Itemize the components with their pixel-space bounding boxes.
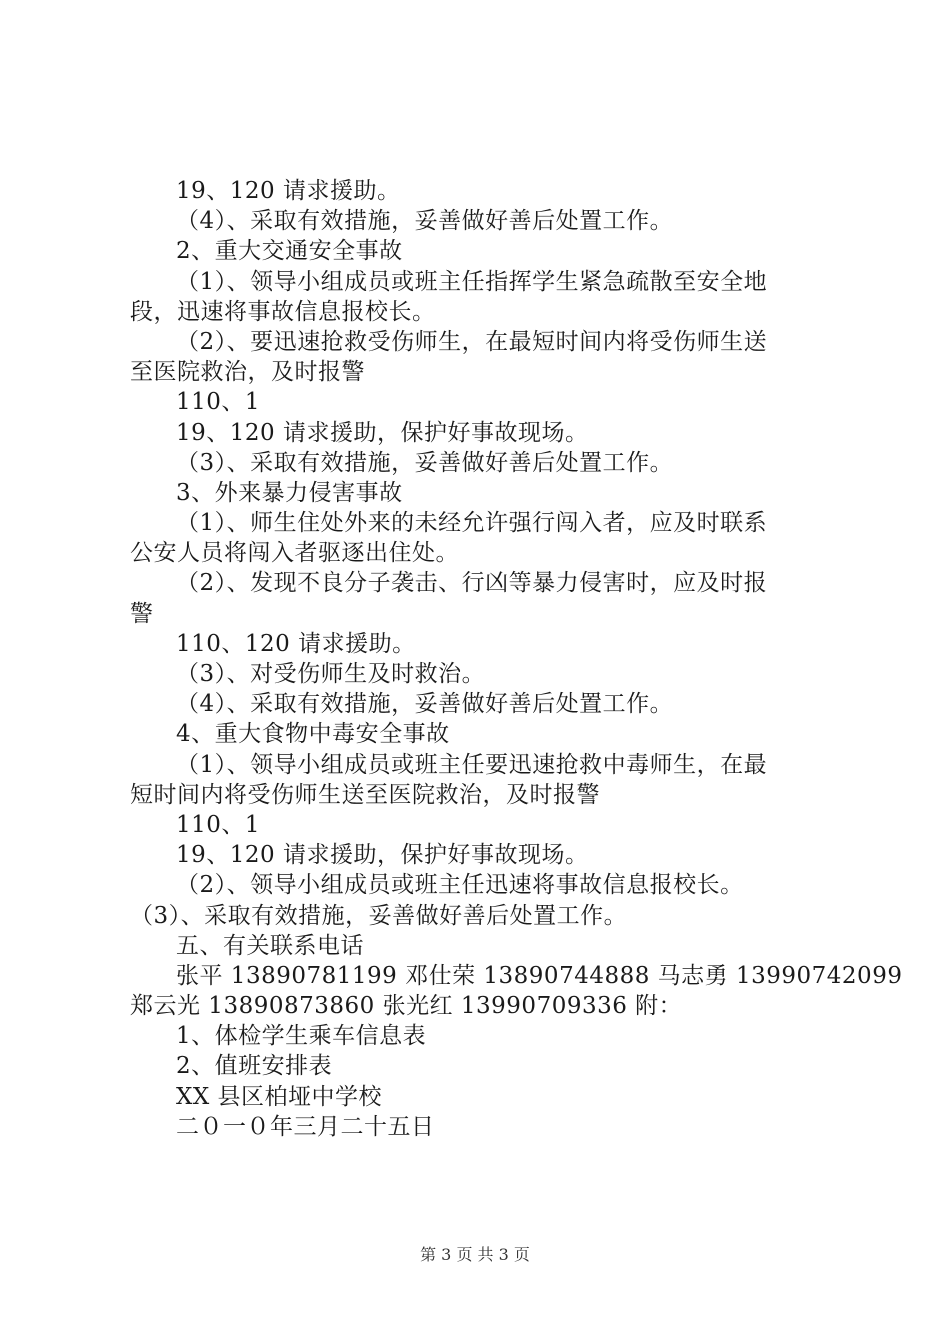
signature-date: 二０一０年三月二十五日 xyxy=(176,1113,435,1140)
text-line: （1）、领导小组成员或班主任指挥学生紧急疏散至安全地 xyxy=(176,268,768,295)
text-line: 110、120 请求援助。 xyxy=(176,630,416,657)
text-line: （1）、领导小组成员或班主任要迅速抢救中毒师生，在最 xyxy=(176,751,768,778)
contact-line: 张平 13890781199 邓仕荣 13890744888 马志勇 13990742099 xyxy=(176,962,903,989)
document-body xyxy=(130,176,903,1142)
text-line: 19、120 请求援助，保护好事故现场。 xyxy=(176,842,589,869)
text-line: （4）、采取有效措施，妥善做好善后处置工作。 xyxy=(176,691,674,718)
text-line: 110、1 xyxy=(176,389,261,416)
section-heading: 3、外来暴力侵害事故 xyxy=(176,479,403,506)
signature-org: XX 县区柏垭中学校 xyxy=(176,1083,383,1110)
text-line: （2）、发现不良分子袭击、行凶等暴力侵害时，应及时报 xyxy=(176,570,768,597)
text-line: （2）、领导小组成员或班主任迅速将事故信息报校长。 xyxy=(176,872,744,899)
text-line: 至医院救治，及时报警 xyxy=(130,359,365,386)
text-line: 19、120 请求援助，保护好事故现场。 xyxy=(176,419,589,446)
contact-line: 郑云光 13890873860 张光红 13990709336 附： xyxy=(130,993,683,1020)
text-line: 公安人员将闯入者驱逐出住处。 xyxy=(130,540,459,567)
attachment-item: 2、值班安排表 xyxy=(176,1053,333,1080)
text-line: （1）、师生住处外来的未经允许强行闯入者，应及时联系 xyxy=(176,510,768,537)
section-heading: 五、有关联系电话 xyxy=(176,932,364,959)
text-line: 19、120 请求援助。 xyxy=(176,178,401,204)
text-line: （2）、要迅速抢救受伤师生，在最短时间内将受伤师生送 xyxy=(176,328,768,355)
text-line: （3）、采取有效措施，妥善做好善后处置工作。 xyxy=(176,449,674,476)
page-footer: 第 3 页 共 3 页 xyxy=(420,1245,530,1264)
attachment-item: 1、体检学生乘车信息表 xyxy=(176,1023,427,1050)
section-heading: 4、重大食物中毒安全事故 xyxy=(176,721,450,748)
text-line: 短时间内将受伤师生送至医院救治，及时报警 xyxy=(130,781,600,808)
text-line: 段，迅速将事故信息报校长。 xyxy=(130,298,436,325)
text-line: 110、1 xyxy=(176,811,261,838)
text-line: 警 xyxy=(130,600,154,627)
section-heading: 2、重大交通安全事故 xyxy=(176,238,403,265)
text-line: （3）、采取有效措施，妥善做好善后处置工作。 xyxy=(130,902,628,929)
text-line: （3）、对受伤师生及时救治。 xyxy=(176,661,486,687)
text-line: （4）、采取有效措施，妥善做好善后处置工作。 xyxy=(176,208,674,235)
